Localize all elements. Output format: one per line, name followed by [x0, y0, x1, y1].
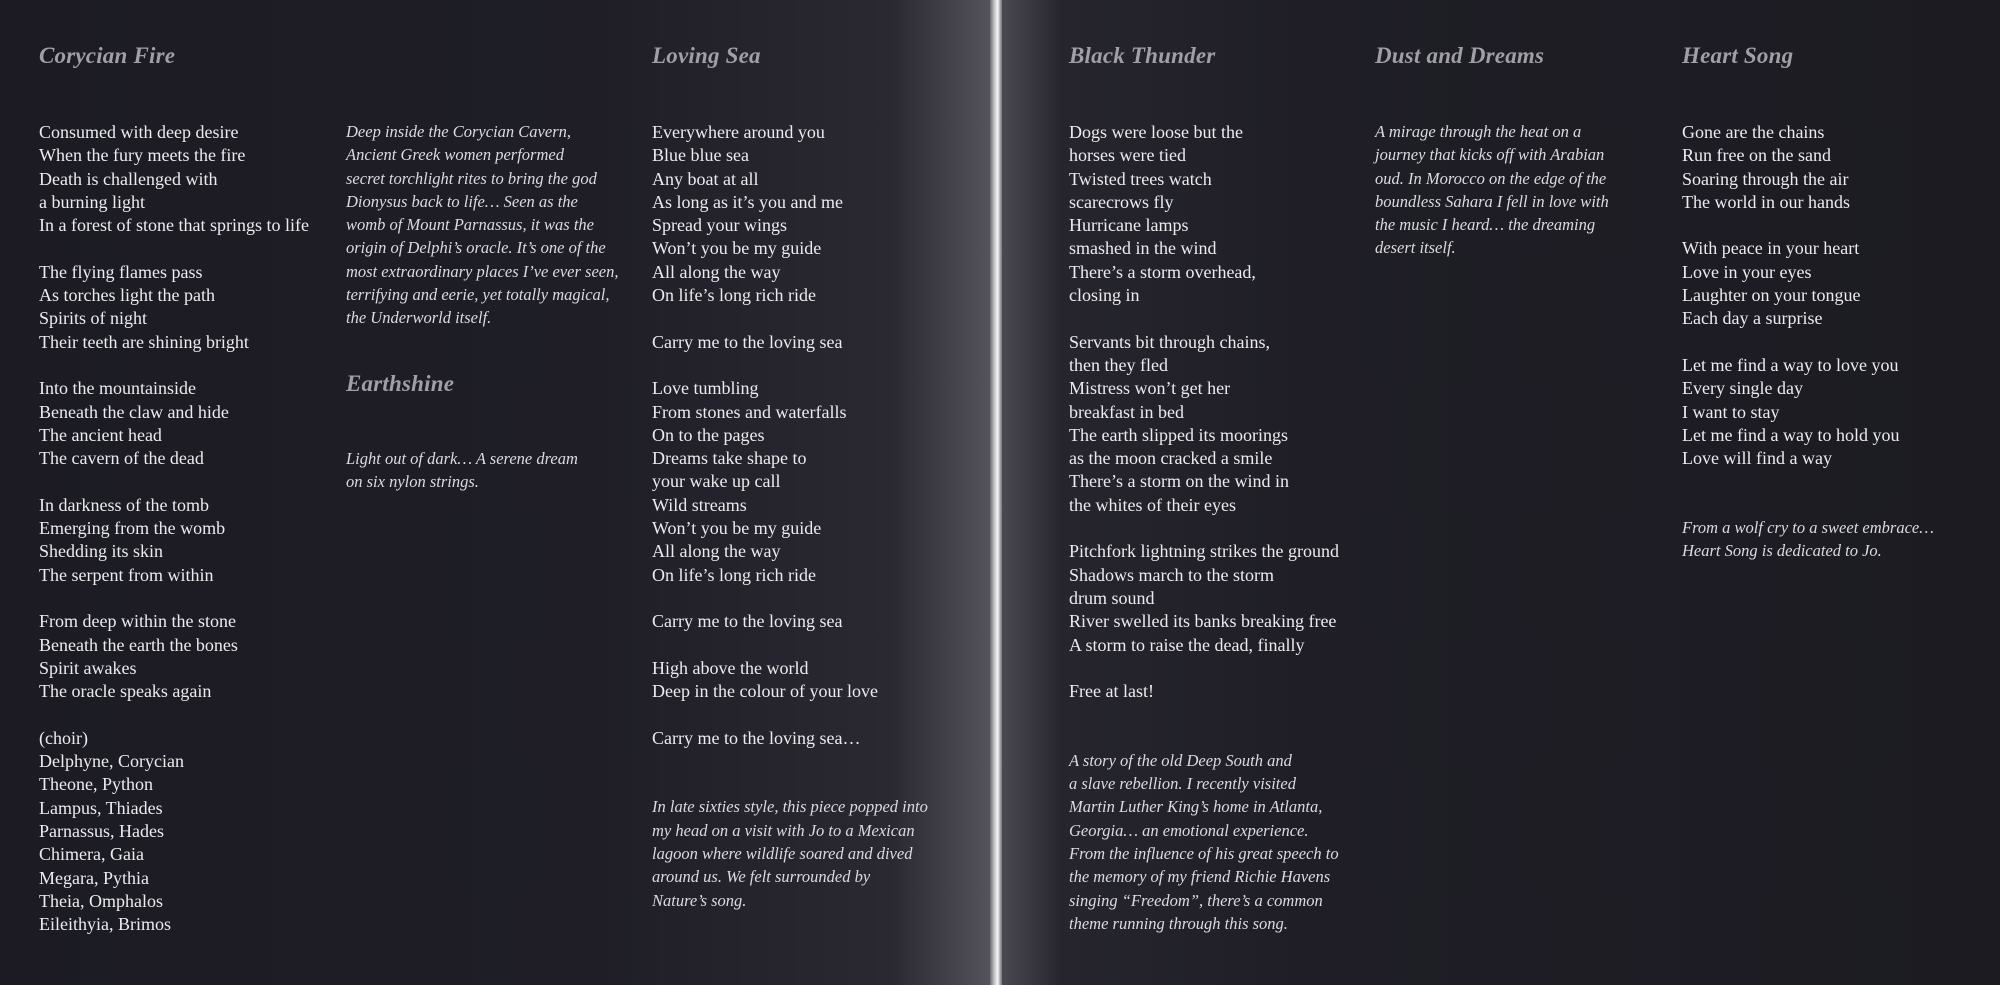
song-title: Loving Sea	[652, 43, 761, 68]
note-line: the memory of my friend Richie Havens	[1069, 867, 1331, 887]
lyric-line: From deep within the stone	[39, 611, 236, 632]
note-line: Martin Luther King’s home in Atlanta,	[1069, 797, 1323, 817]
lyric-line: Servants bit through chains,	[1069, 331, 1270, 352]
lyric-line: Chimera, Gaia	[39, 844, 144, 865]
lyric-line: River swelled its banks breaking free	[1069, 611, 1337, 632]
black-thunder-stanza	[1069, 540, 1339, 656]
lyric-line: A storm to raise the dead, finally	[1069, 634, 1305, 655]
song-title: Heart Song	[1682, 43, 1794, 68]
lyric-line: closing in	[1069, 285, 1140, 306]
lyric-line: Pitchfork lightning strikes the ground	[1069, 541, 1339, 562]
earthshine-note	[346, 447, 618, 494]
lyric-line: The oracle speaks again	[39, 681, 212, 702]
note-line: desert itself.	[1375, 238, 1456, 258]
lyric-line: Twisted trees watch	[1069, 168, 1212, 189]
lyric-line: Theone, Python	[39, 774, 153, 795]
loving-sea-stanza	[652, 121, 928, 307]
lyric-line: Mistress won’t get her	[1069, 378, 1231, 399]
lyric-line: Every single day	[1682, 378, 1803, 399]
lyric-line: As torches light the path	[39, 285, 215, 306]
dust-and-dreams-column	[1375, 38, 1609, 260]
lyric-line: Their teeth are shining bright	[39, 331, 249, 352]
lyric-line: Spread your wings	[652, 215, 787, 236]
note-line: In late sixties style, this piece popped into	[652, 797, 928, 817]
black-thunder-note	[1069, 749, 1339, 935]
loving-sea-stanza	[652, 377, 928, 587]
corycian-fire-choir	[39, 727, 309, 937]
song-title: Black Thunder	[1069, 43, 1216, 68]
loving-sea-refrain	[652, 610, 928, 633]
corycian-fire-stanza	[39, 610, 309, 703]
heart-song-stanza	[1682, 354, 1934, 470]
note-line: A mirage through the heat on a	[1375, 122, 1582, 141]
black-thunder-stanza	[1069, 680, 1339, 703]
note-line: A story of the old Deep South and	[1069, 750, 1292, 770]
lyric-line: On life’s long rich ride	[652, 564, 816, 585]
black-thunder-stanza	[1069, 331, 1339, 517]
note-line: the Underworld itself.	[346, 308, 492, 328]
lyric-line: Free at last!	[1069, 681, 1154, 702]
heart-song-stanza	[1682, 237, 1934, 330]
note-line: singing “Freedom”, there’s a common	[1069, 890, 1323, 910]
loving-sea-refrain	[652, 331, 928, 354]
note-line: on six nylon strings.	[346, 471, 479, 491]
lyric-line: When the fury meets the fire	[39, 145, 246, 166]
lyric-line: From stones and waterfalls	[652, 401, 847, 422]
note-line: Nature’s song.	[652, 890, 747, 910]
note-line: a slave rebellion. I recently visited	[1069, 774, 1296, 794]
lyric-line: The serpent from within	[39, 564, 214, 585]
note-line: journey that kicks off with Arabian	[1375, 145, 1605, 165]
lyric-line: Spirits of night	[39, 308, 148, 329]
note-line: From the influence of his great speech to	[1069, 843, 1339, 863]
lyric-line: Beneath the earth the bones	[39, 634, 238, 655]
lyric-line: Love in your eyes	[1682, 261, 1812, 282]
lyric-line: On life’s long rich ride	[652, 285, 816, 306]
song-title: Corycian Fire	[39, 43, 176, 68]
note-line: most extraordinary places I’ve ever seen,	[346, 261, 619, 281]
lyric-line: scarecrows fly	[1069, 191, 1174, 212]
dust-and-dreams-note	[1375, 120, 1609, 260]
lyric-line: The flying flames pass	[39, 261, 203, 282]
lyric-line: Dreams take shape to	[652, 448, 807, 469]
lyric-line: a burning light	[39, 191, 145, 212]
lyric-line: Megara, Pythia	[39, 867, 149, 888]
lyric-line: The ancient head	[39, 424, 162, 445]
loving-sea-note	[652, 795, 928, 911]
note-line: Georgia… an emotional experience.	[1069, 820, 1309, 840]
lyric-line: the whites of their eyes	[1069, 494, 1236, 515]
lyric-line: Parnassus, Hades	[39, 820, 164, 841]
lyric-line: drum sound	[1069, 587, 1155, 608]
lyric-line: The cavern of the dead	[39, 448, 204, 469]
loving-sea-column	[652, 38, 928, 912]
note-line: Light out of dark… A serene dream	[346, 448, 578, 468]
lyric-line: Carry me to the loving sea	[652, 331, 843, 352]
lyric-line: breakfast in bed	[1069, 401, 1184, 422]
note-line: theme running through this song.	[1069, 913, 1288, 933]
lyric-line: Love tumbling	[652, 378, 759, 399]
black-thunder-column	[1069, 38, 1339, 935]
lyric-line: Soaring through the air	[1682, 168, 1849, 189]
lyric-line: as the moon cracked a smile	[1069, 448, 1273, 469]
lyric-line: Carry me to the loving sea…	[652, 727, 861, 748]
song-title: Earthshine	[346, 370, 455, 396]
lyric-line: On to the pages	[652, 424, 765, 445]
lyric-line: The world in our hands	[1682, 191, 1850, 212]
note-line: Heart Song is dedicated to Jo.	[1682, 541, 1882, 561]
lyric-line: your wake up call	[652, 471, 781, 492]
lyric-line: Spirit awakes	[39, 657, 137, 678]
note-line: boundless Sahara I fell in love with	[1375, 191, 1609, 211]
lyric-line: There’s a storm overhead,	[1069, 261, 1256, 282]
lyric-line: then they fled	[1069, 354, 1168, 375]
corycian-fire-note	[346, 120, 618, 330]
loving-sea-refrain	[652, 727, 928, 750]
lyric-line: Any boat at all	[652, 168, 759, 189]
note-line: Deep inside the Corycian Cavern,	[346, 122, 571, 141]
lyric-line: Dogs were loose but the	[1069, 122, 1243, 142]
lyric-line: Consumed with deep desire	[39, 122, 239, 142]
corycian-fire-stanza	[39, 494, 309, 587]
lyric-line: The earth slipped its moorings	[1069, 424, 1288, 445]
lyric-line: horses were tied	[1069, 145, 1186, 166]
loving-sea-stanza	[652, 657, 928, 704]
lyric-line: Theia, Omphalos	[39, 890, 163, 911]
lyric-line: All along the way	[652, 541, 781, 562]
lyric-line: Gone are the chains	[1682, 122, 1825, 142]
lyric-line: Wild streams	[652, 494, 747, 515]
lyric-line: Death is challenged with	[39, 168, 218, 189]
lyric-line: Blue blue sea	[652, 145, 749, 166]
lyric-line: Eileithyia, Brimos	[39, 914, 171, 935]
left-page	[0, 0, 992, 985]
black-thunder-stanza	[1069, 121, 1339, 307]
lyric-line: Shedding its skin	[39, 541, 164, 562]
lyric-line: Emerging from the womb	[39, 518, 226, 539]
lyric-line: As long as it’s you and me	[652, 191, 843, 212]
lyric-line: Won’t you be my guide	[652, 238, 822, 259]
lyric-line: Let me find a way to hold you	[1682, 424, 1900, 445]
lyric-line: Delphyne, Corycian	[39, 751, 184, 772]
corycian-fire-column	[39, 38, 309, 960]
lyric-line: Laughter on your tongue	[1682, 285, 1861, 306]
note-line: around us. We felt surrounded by	[652, 867, 871, 887]
right-page	[1002, 0, 2000, 985]
lyric-line: Everywhere around you	[652, 122, 825, 142]
lyric-line: With peace in your heart	[1682, 238, 1860, 259]
lyric-line: Into the mountainside	[39, 378, 196, 399]
lyric-line: Run free on the sand	[1682, 145, 1831, 166]
lyric-line: In a forest of stone that springs to life	[39, 215, 309, 236]
lyric-line: Hurricane lamps	[1069, 215, 1189, 236]
lyric-line: In darkness of the tomb	[39, 494, 209, 515]
note-line: womb of Mount Parnassus, it was the	[346, 215, 594, 235]
lyric-line: Each day a surprise	[1682, 308, 1823, 329]
heart-song-note	[1682, 516, 1934, 563]
note-line: origin of Delphi’s oracle. It’s one of the	[346, 238, 606, 258]
note-line: terrifying and eerie, yet totally magical,	[346, 285, 610, 305]
lyric-line: Love will find a way	[1682, 448, 1832, 469]
lyric-line: (choir)	[39, 727, 88, 748]
note-line: Dionysus back to life… Seen as the	[346, 191, 578, 211]
note-line: my head on a visit with Jo to a Mexican	[652, 820, 915, 840]
lyric-line: I want to stay	[1682, 401, 1780, 422]
lyric-line: High above the world	[652, 657, 809, 678]
lyric-line: Won’t you be my guide	[652, 518, 822, 539]
song-title: Dust and Dreams	[1375, 43, 1545, 68]
note-line: lagoon where wildlife soared and dived	[652, 843, 913, 863]
notes-column	[346, 38, 618, 493]
lyric-line: Carry me to the loving sea	[652, 611, 843, 632]
lyric-line: Lampus, Thiades	[39, 797, 163, 818]
lyric-line: smashed in the wind	[1069, 238, 1217, 259]
lyric-line: Deep in the colour of your love	[652, 681, 878, 702]
lyric-line: There’s a storm on the wind in	[1069, 471, 1289, 492]
corycian-fire-stanza	[39, 121, 309, 237]
heart-song-column	[1682, 38, 1934, 562]
note-line: the music I heard… the dreaming	[1375, 215, 1596, 235]
note-line: oud. In Morocco on the edge of the	[1375, 168, 1607, 188]
note-line: Ancient Greek women performed	[346, 145, 564, 165]
lyric-line: Let me find a way to love you	[1682, 354, 1899, 375]
note-line: From a wolf cry to a sweet embrace…	[1682, 517, 1934, 537]
heart-song-stanza	[1682, 121, 1934, 214]
note-line: secret torchlight rites to bring the god	[346, 168, 597, 188]
lyric-line: Shadows march to the storm	[1069, 564, 1274, 585]
lyric-line: All along the way	[652, 261, 781, 282]
corycian-fire-stanza	[39, 377, 309, 470]
lyric-line: Beneath the claw and hide	[39, 401, 229, 422]
corycian-fire-stanza	[39, 261, 309, 354]
